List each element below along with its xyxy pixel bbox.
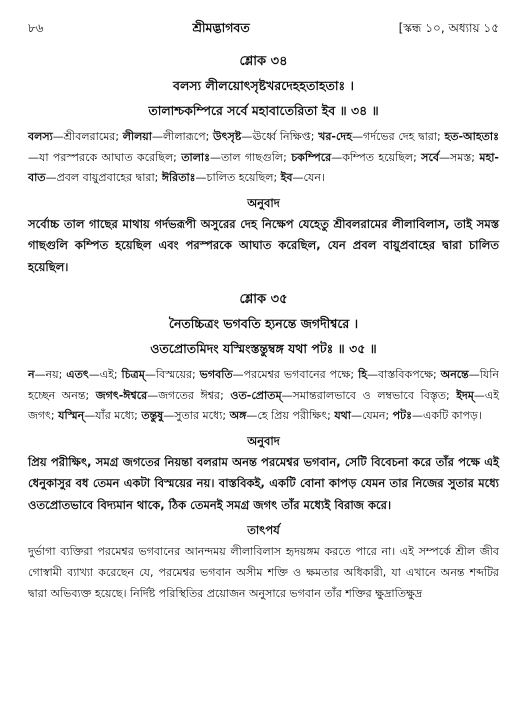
synonym-meaning: সুতার মধ্যে; — [174, 409, 230, 422]
synonym-word: সর্বে — [421, 150, 439, 164]
synonym-meaning: লীলারূপে; — [162, 130, 214, 143]
synonym-meaning: যেন। — [303, 171, 325, 184]
sloka-34-translation-heading: অনুবাদ — [247, 195, 280, 210]
synonym-meaning: জগতের ঈশ্বর; — [158, 388, 231, 402]
page-number: ৮৬ — [28, 21, 44, 35]
synonym-word: মহা-বাত — [28, 150, 499, 184]
book-title: শ্রীমদ্ভাগবত — [192, 20, 250, 35]
synonym-word: ভগবতি — [199, 368, 233, 381]
synonym-meaning: নয়; — [45, 368, 67, 381]
page-header — [28, 0, 499, 40]
synonym-meaning: চালিত হয়েছিল; — [206, 171, 281, 184]
synonym-word: অনন্তে — [440, 368, 469, 381]
synonym-meaning: প্রবল বায়ুপ্রবাহের দ্বারা; — [56, 171, 162, 184]
synonym-word: ইদম্ — [456, 388, 474, 402]
synonym-meaning: বাস্তবিকপক্ষে; — [378, 368, 441, 381]
synonym-word: চিত্রম্ — [121, 368, 145, 381]
synonym-word: লীলয়া — [122, 130, 152, 143]
sloka-35-purport-heading: তাৎপর্য — [247, 523, 280, 537]
synonym-meaning: তাল গাছগুলি; — [220, 150, 292, 164]
synonym-meaning: যাঁর মধ্যে; — [95, 409, 142, 422]
sloka-35-verse — [28, 311, 499, 361]
synonym-word: এতৎ — [66, 368, 89, 381]
synonym-word: ওত-প্রোতম্ — [230, 388, 282, 402]
sloka-34-verse-line-1: বলস্য লীলয়োৎসৃষ্টখরদেহহতাহতাঃ । — [172, 78, 355, 93]
sloka-34-verse-line-2: তালাশ্চকম্পিরে সর্বে মহাবাতেরিতা ইব ॥ ৩৪ ॥ — [148, 103, 379, 118]
sloka-35-purport: দুর্ভাগা ব্যক্তিরা পরমেশ্বর ভগবানের আনন্দময় লীলাবিলাস হৃদয়ঙ্গম করতে পারে না। এই সম্পর্কে শ্রীল জীব গোস্বামী ব্যাখ্যা করেছেন যে, পরমেশ্বর ভগবান অসীম শক্তি ও ক্ষমতার অধিকারী, যা এখানে অনন্ত শব্দটির দ্বারা অভিব্যক্ত হয়েছে। নির্দিষ্ট পরিস্থিতির প্রয়োজন অনুসারে ভগবান তাঁর শক্তির ক্ষুদ্রাতিক্ষুদ্র — [28, 545, 499, 600]
synonym-word: খর-দেহ — [318, 130, 352, 143]
synonym-word: বলস্য — [28, 130, 53, 143]
sloka-34-heading: শ্লোক ৩৪ — [239, 54, 288, 69]
sloka-35-verse-line-1: নৈতচ্চিত্রং ভগবতি হ্যনন্তে জগদীশ্বরে । — [168, 316, 359, 331]
synonym-word: চকম্পিরে — [291, 150, 332, 164]
synonym-meaning: সমস্ত; — [449, 150, 480, 164]
synonym-meaning: যা পরস্পরকে আঘাত করেছিল; — [39, 150, 182, 164]
synonym-meaning: গর্দভের দেহ দ্বারা; — [363, 130, 445, 143]
synonym-meaning: শ্রীবলরামের; — [63, 130, 123, 143]
synonym-meaning: পরমেশ্বর ভগবানের পক্ষে; — [243, 368, 359, 381]
synonym-word: হি — [358, 368, 368, 381]
synonym-word: যস্মিন্ — [58, 409, 85, 422]
synonym-meaning: কম্পিত হয়েছিল; — [342, 150, 422, 164]
synonym-meaning: ঊর্ধ্বে নিক্ষিপ্ত; — [252, 130, 319, 143]
synonym-word: যথা — [334, 409, 351, 422]
synonym-word: ঈরিতাঃ — [161, 171, 196, 184]
synonym-meaning: সমান্তরালভাবে ও লম্বভাবে বিস্তৃত; — [292, 388, 457, 402]
synonym-meaning: একটি কাপড়। — [422, 409, 482, 422]
sloka-35-translation-heading: অনুবাদ — [247, 433, 280, 448]
synonym-meaning: এই; — [99, 368, 122, 381]
sloka-35-synonyms: ন—নয়; এতৎ—এই; চিত্রম্—বিস্ময়ের; ভগবতি—পরমেশ্বর ভগবানের পক্ষে; হি—বাস্তবিকপক্ষে; অনন্তে—যিনি হচ্ছেন অনন্ত; জগৎ-ঈশ্বরে—জগতের ঈশ্বর; ওত-প্রোতম্—সমান্তরালভাবে ও লম্বভাবে বিস্তৃত; ইদম্—এই জগৎ; যস্মিন্—যাঁর মধ্যে; তন্তুষু—সুতার মধ্যে; অঙ্গ—হে প্রিয় পরীক্ষিৎ; যথা—যেমন; পটঃ—একটি কাপড়। — [28, 368, 499, 422]
synonym-word: তালাঃ — [181, 150, 210, 164]
synonym-word: অঙ্গ — [229, 409, 247, 422]
synonym-meaning: যিনি হচ্ছেন অনন্ত; — [28, 368, 499, 402]
synonym-meaning: বিস্ময়ের; — [155, 368, 200, 381]
chapter-reference: [স্কন্ধ ১০, অধ্যায় ১৫ — [398, 21, 499, 35]
synonym-word: তন্তুষু — [141, 409, 164, 422]
synonym-word: পটঃ — [392, 409, 412, 422]
sloka-34-synonyms: বলস্য—শ্রীবলরামের; লীলয়া—লীলারূপে; উৎসৃষ্ট—ঊর্ধ্বে নিক্ষিপ্ত; খর-দেহ—গর্দভের দেহ দ্বারা; হত-আহতাঃ—যা পরস্পরকে আঘাত করেছিল; তালাঃ—তাল গাছগুলি; চকম্পিরে—কম্পিত হয়েছিল; সর্বে—সমস্ত; মহা-বাত—প্রবল বায়ুপ্রবাহের দ্বারা; ঈরিতাঃ—চালিত হয়েছিল; ইব—যেন। — [28, 130, 499, 184]
sloka-34-translation: সর্বোচ্চ তাল গাছের মাথায় গর্দভরূপী অসুরের দেহ নিক্ষেপ যেহেতু শ্রীবলরামের লীলাবিলাস, তাই সমস্ত গাছগুলি কম্পিত হয়েছিল এবং পরস্পরকে আঘাত করেছিল, যেন প্রবল বায়ুপ্রবাহের দ্বারা চালিত হয়েছিল। — [28, 216, 499, 274]
synonym-meaning: এই জগৎ; — [28, 388, 499, 422]
synonym-word: ইব — [280, 171, 293, 184]
synonym-meaning: যেমন; — [361, 409, 393, 422]
synonym-word: হত-আহতাঃ — [444, 130, 499, 143]
sloka-35-translation: প্রিয় পরীক্ষিৎ, সমগ্র জগতের নিয়ন্তা বলরাম অনন্ত পরমেশ্বর ভগবান, সেটি বিবেচনা করে তাঁর পক্ষে এই ধেনুকাসুর বধ তেমন একটা বিস্ময়ের নয়। বাস্তবিকই, একটি বোনা কাপড় যেমন তার নিজের সুতার মধ্যে ওতপ্রোতভাবে বিদ্যমান থাকে, ঠিক তেমনই সমগ্র জগৎ তাঁর মধ্যেই বিরাজ করে। — [28, 454, 499, 512]
sloka-35-verse-line-2: ওতপ্রোতমিদং যস্মিংস্তন্তুম্বঙ্গ যথা পটঃ ॥ ৩৫ ॥ — [150, 341, 377, 356]
sloka-34-verse — [28, 73, 499, 123]
synonym-word: উৎসৃষ্ট — [213, 130, 242, 143]
sloka-35-heading: শ্লোক ৩৫ — [239, 292, 288, 307]
synonym-meaning: হে প্রিয় পরীক্ষিৎ; — [257, 409, 335, 422]
synonym-word: ন — [28, 368, 35, 381]
synonym-word: জগৎ-ঈশ্বরে — [95, 388, 148, 402]
